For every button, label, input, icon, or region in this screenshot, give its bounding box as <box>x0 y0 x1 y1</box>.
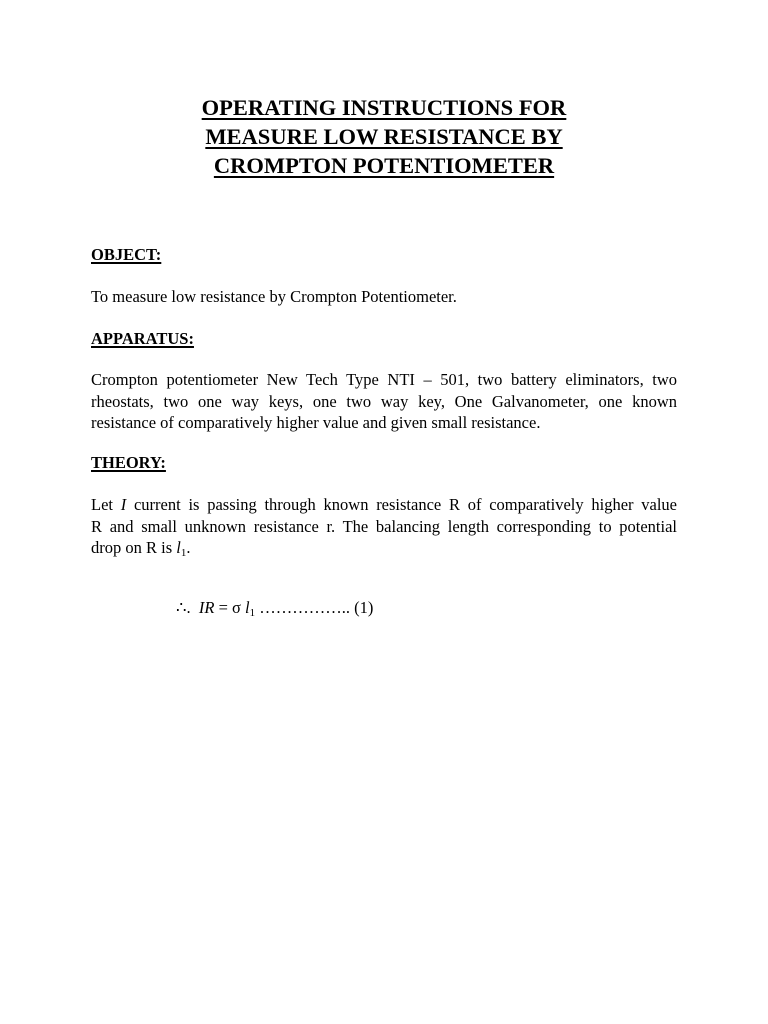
theory-line <box>91 494 677 516</box>
equation-dots: …………….. <box>255 598 355 617</box>
theory-line <box>91 537 677 559</box>
apparatus-paragraph <box>91 369 677 434</box>
equation-number: (1) <box>354 598 374 617</box>
theory-heading: THEORY: <box>91 453 166 472</box>
length-subscript: 1 <box>180 547 187 559</box>
equation-lhs: IR <box>198 598 215 617</box>
theory-text: drop on R is <box>91 538 177 557</box>
length-symbol: l <box>176 538 181 557</box>
equation-length-symbol: l <box>245 598 250 617</box>
equation-equals: = σ <box>214 598 246 617</box>
apparatus-line: resistance of comparatively higher value and given small resistance. <box>91 413 541 432</box>
theory-text: current is passing through known resistance R of comparatively higher value <box>126 495 677 514</box>
equation-1 <box>176 598 373 618</box>
therefore-symbol: ∴. <box>176 598 191 617</box>
title-line-2: MEASURE LOW RESISTANCE BY <box>205 124 563 149</box>
object-heading: OBJECT: <box>91 245 162 264</box>
theory-paragraph <box>91 494 677 559</box>
theory-text: . <box>186 538 191 557</box>
document-title <box>0 93 768 180</box>
apparatus-line: rheostats, two one way keys, one two way key, One Galvanometer, one known <box>91 391 677 411</box>
apparatus-heading: APPARATUS: <box>91 329 194 348</box>
title-line-3: CROMPTON POTENTIOMETER <box>213 153 555 178</box>
apparatus-line: Crompton potentiometer New Tech Type NTI – 501, two battery eliminators, two <box>91 370 677 389</box>
theory-text: Let <box>91 495 121 514</box>
current-symbol: I <box>120 495 127 514</box>
theory-line: R and small unknown resistance r. The balancing length corresponding to potential <box>91 516 677 536</box>
object-text: To measure low resistance by Crompton Potentiometer. <box>91 287 457 306</box>
title-line-1: OPERATING INSTRUCTIONS FOR <box>201 95 567 120</box>
equation-subscript: 1 <box>249 607 256 619</box>
